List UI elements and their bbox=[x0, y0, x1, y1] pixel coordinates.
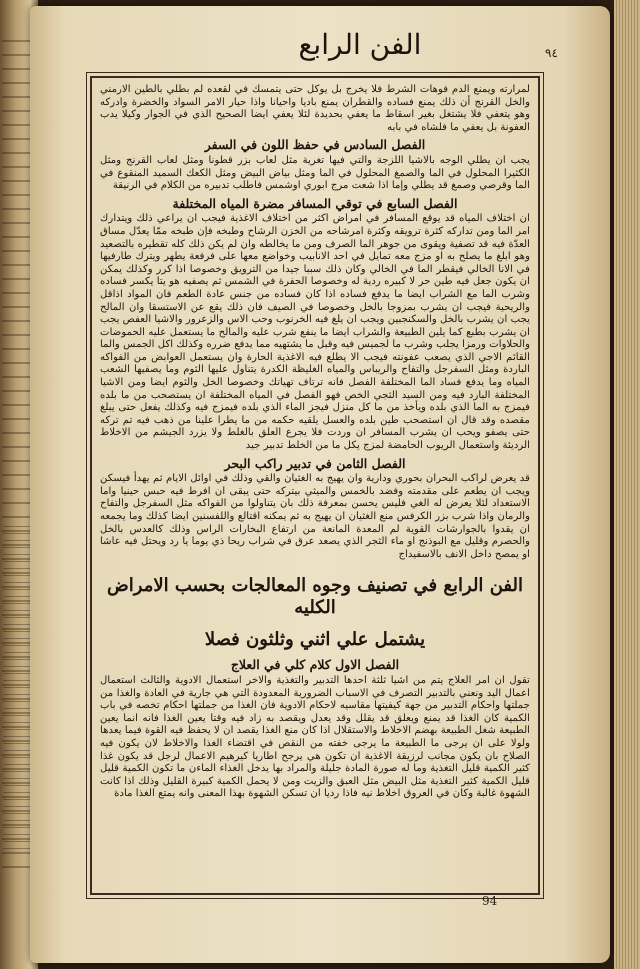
left-page-text-line bbox=[2, 362, 32, 364]
left-page-text-line bbox=[2, 264, 32, 266]
right-page-edge bbox=[614, 0, 640, 969]
chapter-7-body: ان اختلاف المياه قد يوقع المسافر في امراض اكثر من اختلاف الاغذية فيجب ان يراعي ذلك ويتدارك امر الما ومن تداركه كثرة ترويقه وكثرة امرشاحه من الخزن الرشاح وطبخه فإن طبخه ممّا يعدّل مساق العدّة فيه قد تصفية ويقوى من جوهر الما الصرف ومن ما يخالطه وان لم يكن ذلك كله تقطيره بالتصعيد وهو ابلغ ما يصلح به او مزج معه تمايل في احد الانابيب وخواضع معها على فرفعة يطهر ويترك طارفيها في الانا الخالي فيقطر الما في الخالي وكان ذلك سببا جيدا من الترويق وخصوصا اذا كرر وكذلك يمكن ان يكون جعل فيه طين حر لا كبيره ردية له وخصوصا الحفرة في الشمس ثم يصفيه هو يتا يكسر فساده وشرب الما مع الشراب ايضا ما يدفع فساده اذا كان فساده من جنس عادة الطعم فان المواد اذاقل والريحية فيجب ان يشرب بمزوجا بالخل وخصوصا في الصيف فان ذلك يقع عن الاستسقا وان المالح يجب ان يشرب بالخل والسكنجبين ويجب ان يلغ فيه الخرنوب وحب الاس والزعرور والاشيا العفص يجب ان يشرب بطبع كما يلين الطبيعة والشراب ايضا ما ينفع شرب عليه والمالح ما يستعمل عليه الحموضات والحلاوات ورمزا يجلب وشرب ما لجميس فيه وقبل ما يشتهيه مما يدفع ضرره وكذلك اكل الجمس والما القائم الاجي الذي يصعب عفونته فيجب الا يطلع فيه الاغذية الحارة وان يستعمل العوابض من الفواكه الباردة ومثل السفرجل والتفاح والريباس والمياه الغليظة الكدرة يتناول عليها الثوم وما يصفيها الشعب المياه وما يدفع فساد الما المختلفة الفصل فانه ترتاف تهياتك وخصوصا الخل والثوم ايضا ومن الاشيا المختلفة البارد فيه ومن السيد الثجي الخص فهو الفصل في المياه المختلفة ان يستصحب من ما بلده فيمزج به الما الذي بلده ويأخذ من ما كل منزل فيجز الماء الذي بلده فيمزج فيه وكذلك يفعل حتى يبلغ مقصده وقد قال ان استصحب طين بلده والعسل يلقيه حكمه من ما يطرا علينا من ذهب فيه تم تركه حتى يصفو ويحب ان يشرب المسافر ان وردت فلا يجرع العلق بالغلط ولا يزرد الجيشم من الاخلاط الرديئة واستعمال الريوب الحامضة لمزج يكل ما من الخلط تدبير جيد bbox=[100, 213, 530, 452]
left-page-text-line bbox=[2, 222, 32, 224]
left-page-text-line bbox=[2, 866, 32, 868]
left-page-text-line bbox=[2, 390, 32, 392]
chapter-8-body: قد يعرض لراكب البحران بحوري ودارية وان يهيج به الغثيان والقي وذلك في اوائل الايام ثم يهدأ فيسكن ويجب ان يطعم على مقدمته وفضد بالخمس والميثي بيتركه حتى يبقى ان افرط فيه حبس حينيا واما الاستعداد لئلا يعرض له الغي فليس يحسن بمعرفة ذلك بان يتناولوا من الفواكه مثل السفرجل والتفاح والرمان واذا شرب بزر الكرفس منع الغثيان ان يهيج به ثم يمكنه اقتالع واللفسنين ايضا كذلك وما يجمعه ان يقدوا بالجوارشات القوية لم المعدة المانعة من ارتفاع البخارات الراس وذلك كالعدس بالخل والحصرم وقليل مع البوذنج او ماء الثجر الذي يصعد عرق في شراب ريحا ذي يوما يا رد ويحتل فيه عاشا او يمصح داخل الانف بالاسفيداج bbox=[100, 473, 530, 560]
left-page-text-line bbox=[2, 124, 32, 126]
chapter-1-heading: الفصل الاول كلام كلي في العلاج bbox=[230, 657, 400, 673]
left-page-text-line bbox=[2, 488, 32, 490]
left-page-text-line bbox=[2, 474, 32, 476]
part-four-heading: الفن الرابع في تصنيف وجوه المعالجات بحسب الامراض الكليه bbox=[107, 575, 523, 619]
left-page-text-line bbox=[2, 54, 32, 56]
left-page-text-line bbox=[2, 208, 32, 210]
left-page-text-line bbox=[2, 404, 32, 406]
left-page-text-line bbox=[2, 334, 32, 336]
left-page-text-line bbox=[2, 320, 32, 322]
text-block bbox=[100, 84, 530, 887]
left-page-text-line bbox=[2, 194, 32, 196]
intro-paragraph: لمرارته ويمنع الدم فوهات الشرط فلا يخرج بل يوكل حتى يتمسك في لقعده لم بطلي بالطين الارمني والخل القرنج أن ذلك يمنع فساده والقطران يمنع باديا واحيانا واذا حيار الامر السواد والخضرة وادركه وهو يتعفي فلا يشتغل بغير اسقاط ما يعفي بحديدة لئلا يعفي ايضا الصحيح الذي في الجوار وكيلا يدب العفونة بل يعفي ما فلشاه في بابه bbox=[100, 84, 530, 133]
left-page-text-line bbox=[2, 852, 32, 854]
page-header-title: الفن الرابع bbox=[298, 28, 422, 61]
left-page-text-line bbox=[2, 166, 32, 168]
left-page-text-line bbox=[2, 68, 32, 70]
left-page-text-line bbox=[2, 138, 32, 140]
left-page-text-line bbox=[2, 110, 32, 112]
page-number-top: ٩٤ bbox=[545, 46, 558, 60]
chapter-6-body: يجب ان يطلي الوجه بالاشيا اللزجة والتي فيها تغرية مثل لعاب بزر قطونا ومثل لعاب القرنج ومثل الكثيرا المحلول في الما والصمغ المحلول في الما ومثل بياض البيض ومثل الكعك السميد المنقوع في الما وقرصي وصمغ قد يطلي وإما اذا شعت مرج ابوري اوشمس فاطلب تدبيره من الكلام في الرنيقة bbox=[100, 154, 530, 192]
chapter-7-heading: الفصل السابع في توقي المسافر مضرة المياه المختلفة bbox=[172, 195, 458, 211]
margin-notes bbox=[3, 520, 31, 850]
manuscript-page bbox=[30, 6, 610, 963]
left-page-text-line bbox=[2, 152, 32, 154]
left-page-text-line bbox=[2, 278, 32, 280]
left-page-text-line bbox=[2, 502, 32, 504]
chapter-1-body: تقول ان امر العلاج يتم من اشيا ثلثة احدها التدبير والتغذية والاخر استعمال الادوية والثالث استعمال اعمال اليد ونعني بالتدبير التصرف في الاسباب الضرورية المعدودة التي هي جارية في العادة والغذا من جملتها واحكام التدبير من جهة كيفيتها مقاسيه لاحكام الادوية فان الغذا من جملتها احكام تخصه في باب الكمية كان الغذا قد يمنع ويعلق قد يقلل وقد يعدل ويقصد به زاد فيه وقتا يعين الغذا فانه انما يعين الطبيعة شغل الطبيعة بهضم الاخلاط والاستقلال اذا كان منع الغذا يقصد ان لا يحفظ فيه القوة فيما يعدها ولولا على ان يرجى ما الطبيعة ما يرجى خفته من النقص في اقتضاء الغذا والاخلاط لان يكون فيه الصلاح بان يكون مجانب لرزيقة الاغذية ان تكون هي يرجح اطاريا كيرهيم الاعمال لرجل قد يكون غذا كثير الكمية قليل التغذية وما له صورة المادة جليلة والمراد بها يدخل الغذاء الماءن ما تكون الكمية قليل قليل الكمية كثير التغذية مثل البيض مثل العبق والزيت ومن لا يحمل الكمية كبيرة القليل وذلك اذا كانت الشهوة غالبة وكان في العروق اخلاط نيه فاذا رديا ان تسكن الشهوة بهذا المعنى وانه يمتع الغذا مادة bbox=[100, 674, 530, 800]
left-page-text-line bbox=[2, 96, 32, 98]
page-number-bottom: 94 bbox=[482, 894, 498, 908]
left-page-text-line bbox=[2, 376, 32, 378]
left-page-text-line bbox=[2, 82, 32, 84]
left-page-text-line bbox=[2, 250, 32, 252]
left-page-text-line bbox=[2, 306, 32, 308]
chapter-6-heading: الفصل السادس في حفظ اللون في السفر bbox=[204, 137, 426, 153]
left-page-text-line bbox=[2, 432, 32, 434]
left-page-text-line bbox=[2, 348, 32, 350]
left-page-text-line bbox=[2, 418, 32, 420]
text-frame bbox=[90, 76, 540, 895]
left-page-text-line bbox=[2, 446, 32, 448]
left-page-text-line bbox=[2, 516, 32, 518]
left-page-text-line bbox=[2, 292, 32, 294]
left-page-text-line bbox=[2, 236, 32, 238]
left-page-text-line bbox=[2, 460, 32, 462]
chapter-8-heading: الفصل الثامن في تدبير راكب البحر bbox=[224, 455, 406, 471]
left-page-text-line bbox=[2, 180, 32, 182]
left-page-text-line bbox=[2, 40, 32, 42]
part-four-subheading: يشتمل علي اثني وثلثون فصلا bbox=[204, 629, 426, 651]
